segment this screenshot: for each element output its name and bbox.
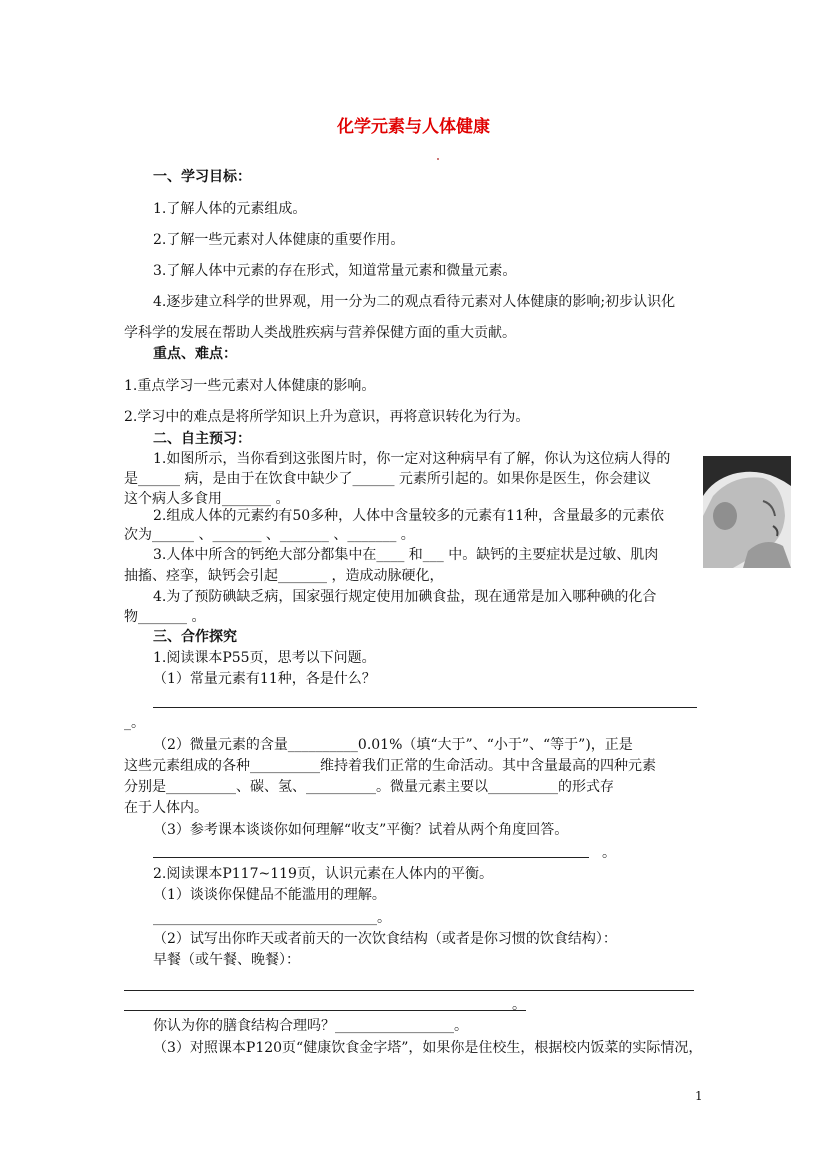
preview-line: 4.为了预防碘缺乏病，国家强行规定使用加碘食盐，现在通常是加入哪种碘的化合 [153, 589, 657, 605]
key-point-2: 2.学习中的难点是将所学知识上升为意识，再将意识转化为行为。 [124, 409, 530, 425]
section2-heading: 二、自主预习： [153, 431, 251, 447]
explore-line: 你认为你的膳食结构合理吗？_________________。 [153, 1018, 468, 1034]
explore-line: 2.阅读课本P117~119页，认识元素在人体内的平衡。 [153, 866, 493, 882]
explore-line: 。 [602, 845, 616, 861]
explore-line: 这些元素组成的各种__________维持着我们正常的生命活动。其中含量最高的四种元素 [124, 758, 656, 774]
explore-line: _。 [124, 715, 145, 731]
preview-line: 这个病人多食用_______ 。 [124, 491, 290, 507]
explore-line: （1）谈谈你保健品不能滥用的理解。 [153, 887, 386, 903]
preview-line: 物_______ 。 [124, 609, 206, 625]
answer-line[interactable] [153, 857, 589, 858]
explore-line: 在于人体内。 [124, 800, 208, 816]
objective-3: 3.了解人体中元素的存在形式，知道常量元素和微量元素。 [153, 263, 517, 279]
section1-heading: 一、学习目标： [153, 169, 251, 185]
explore-line: （3）参考课本谈谈你如何理解“收支”平衡？试着从两个角度回答。 [153, 822, 569, 838]
objective-2: 2.了解一些元素对人体健康的重要作用。 [153, 232, 405, 248]
section3-heading: 三、合作探究 [153, 629, 237, 645]
explore-line: 1.阅读课本P55页，思考以下问题。 [153, 650, 376, 666]
page-number: 1 [695, 1089, 703, 1103]
answer-line[interactable] [153, 707, 697, 708]
answer-line[interactable] [124, 990, 694, 991]
objective-4: 4.逐步建立科学的世界观，用一分为二的观点看待元素对人体健康的影响;初步认识化 [153, 294, 676, 310]
explore-line: 分别是__________、碳、氢、__________。微量元素主要以__________的形式存 [124, 779, 614, 795]
preview-line: 次为______ 、_______ 、_______ 、_______ 。 [124, 527, 415, 543]
preview-line: 3.人体中所含的钙绝大部分都集中在____ 和___ 中。缺钙的主要症状是过敏、肌肉 [153, 547, 659, 563]
explore-line: （2）微量元素的含量__________0.01%（填“大于”、“小于”、“等于”)，正是 [153, 737, 633, 753]
preview-line: 是______ 病，是由于在饮食中缺少了______ 元素所引起的。如果你是医生，你会建议 [124, 471, 651, 487]
preview-line: 1.如图所示，当你看到这张图片时，你一定对这种病早有了解，你认为这位病人得的 [153, 451, 671, 467]
preview-line: 2.组成人体的元素约有50多种，人体中含量较多的元素有11种，含量最多的元素依 [153, 508, 664, 524]
key-point-1: 1.重点学习一些元素对人体健康的影响。 [124, 378, 376, 394]
explore-line: ________________________________。 [153, 910, 391, 926]
objective-1: 1.了解人体的元素组成。 [153, 201, 307, 217]
key-points-heading: 重点、难点： [153, 346, 237, 362]
preview-line: 抽搐、痉挛，缺钙会引起_______ ，造成动脉硬化， [124, 568, 444, 584]
explore-line: 早餐（或午餐、晚餐）： [153, 952, 300, 968]
explore-line: （2）试写出你昨天或者前天的一次饮食结构（或者是你习惯的饮食结构）： [153, 931, 617, 947]
explore-line: （3）对照课本P120页“健康饮食金字塔”，如果你是住校生，根据校内饭菜的实际情况， [153, 1040, 703, 1056]
goiter-photo [703, 456, 791, 568]
objective-4-cont: 学科学的发展在帮助人类战胜疾病与营养保健方面的重大贡献。 [124, 325, 516, 341]
answer-line[interactable] [124, 1010, 526, 1011]
explore-line: 。 [512, 997, 526, 1013]
page-title: 化学元素与人体健康 [337, 117, 490, 137]
explore-line: （1）常量元素有11种，各是什么？ [153, 671, 376, 687]
decorative-dot [437, 158, 439, 160]
